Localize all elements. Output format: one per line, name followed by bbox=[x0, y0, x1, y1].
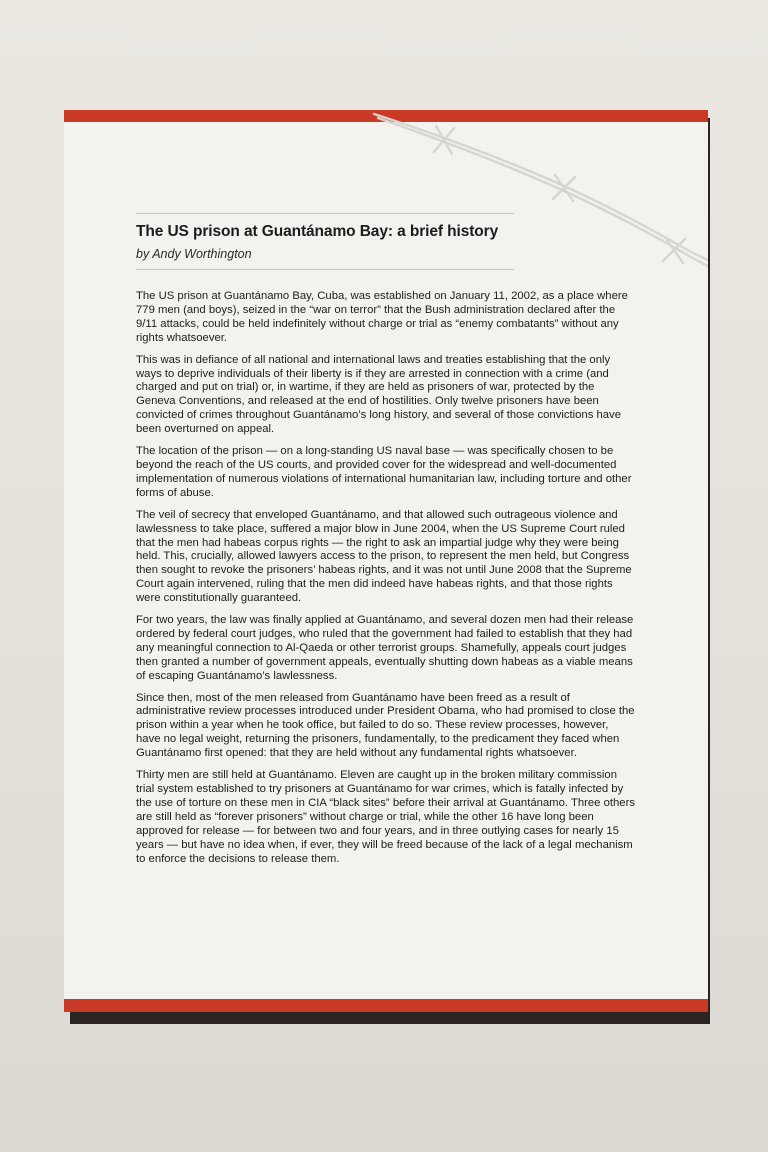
title-bottom-rule bbox=[136, 269, 514, 270]
paragraph: Thirty men are still held at Guantánamo. Eleven are caught up in the broken military commission trial system established to try prisoners at Guantánamo for war crimes, which is fatally infected by the use of torture on these men in CIA “black sites” before their arrival at Guantánamo. Three others are still held as “forever prisoners” without charge or trial, while the other 16 have long been approved for release — for between two and four years, and in three outlying cases for nearly 15 years — but have no idea when, if ever, they will be freed because of the lack of a legal mechanism to enforce the decisions to release them. bbox=[136, 769, 635, 865]
panel-title: The US prison at Guantánamo Bay: a brief history bbox=[136, 223, 499, 240]
bottom-accent-bar bbox=[64, 999, 708, 1012]
panel-body bbox=[136, 290, 636, 874]
paragraph: The veil of secrecy that enveloped Guantánamo, and that allowed such outrageous violence and lawlessness to take place, suffered a major blow in June 2004, when the US Supreme Court ruled that the men had habeas corpus rights — the right to ask an impartial judge why they were being held. This, crucially, allowed lawyers access to the prison, to represent the men held, but Congress then sought to revoke the prisoners’ habeas rights, and it was not until June 2008 that the Supreme Court again intervened, ruling that the men did indeed have habeas rights, and that those rights were constitutionally guaranteed. bbox=[136, 508, 632, 605]
barbed-wire-icon bbox=[364, 110, 708, 310]
paragraph: The location of the prison — on a long-standing US naval base — was specifically chosen to be beyond the reach of the US courts, and provided cover for the widespread and well-documented implementation of numerous violations of international humanitarian law, including torture and other forms of abuse. bbox=[136, 445, 632, 499]
paragraph: The US prison at Guantánamo Bay, Cuba, was established on January 11, 2002, as a place where 779 men (and boys), seized in the “war on terror” that the Bush administration declared after the 9/11 attacks, could be held indefinitely without charge or trial as “enemy combatants” without any rights whatsoever. bbox=[136, 290, 628, 344]
paragraph: Since then, most of the men released from Guantánamo have been freed as a result of administrative review processes introduced under President Obama, who had promised to close the prison within a year when he took office, but failed to do so. These review processes, however, have no legal weight, returning the prisoners, fundamentally, to the predicament they faced when Guantánamo first opened: that they are held without any fundamental rights whatsoever. bbox=[136, 691, 635, 760]
title-top-rule bbox=[136, 213, 514, 214]
paragraph: For two years, the law was finally applied at Guantánamo, and several dozen men had their release ordered by federal court judges, who ruled that the government had failed to establish that they had any meaningful connection to Al-Qaeda or other terrorist groups. Shamefully, appeals court judges then granted a number of government appeals, eventually shutting down habeas as a viable means of escaping Guantánamo’s lawlessness. bbox=[136, 614, 634, 682]
info-panel bbox=[64, 110, 708, 1012]
paragraph: This was in defiance of all national and international laws and treaties establishing that the only ways to deprive individuals of their liberty is if they are arrested in connection with a crime (and charged and put on trial) or, in wartime, if they are held as prisoners of war, protected by the Geneva Conventions, and released at the end of hostilities. Only twelve prisoners have been convicted of crimes throughout Guantánamo’s long history, and several of those convictions have been overturned on appeal. bbox=[136, 353, 621, 436]
panel-byline: by Andy Worthington bbox=[136, 247, 252, 261]
